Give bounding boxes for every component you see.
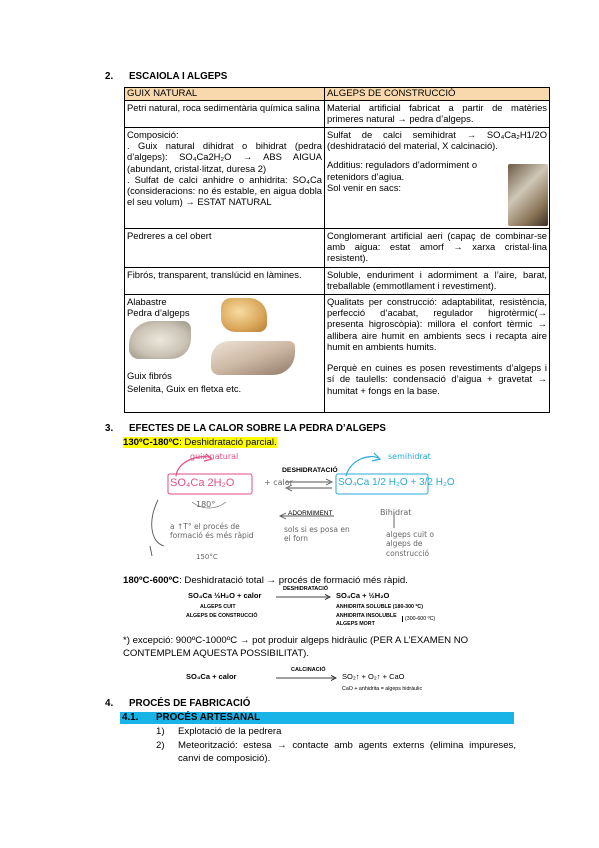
label-bihidrat: Bihidrat — [380, 508, 412, 517]
subsection-number: 4.1. — [122, 712, 139, 723]
temperature-range: 130ºC-180ºC — [123, 437, 180, 448]
eq1-right-sub: ANHIDRITA SOLUBLE (180-300 ºC) — [336, 604, 423, 610]
range-description: : Deshidratació parcial. — [179, 437, 277, 448]
partial-dehydration-line — [123, 437, 277, 449]
section-number: 3. — [105, 423, 114, 434]
section-2-heading — [105, 71, 227, 83]
section-number: 4. — [105, 698, 114, 709]
subsection-4-1-bar — [120, 712, 514, 724]
comparison-table — [124, 87, 550, 413]
fibrous-gypsum-photo — [211, 341, 295, 375]
alabaster-photo — [221, 298, 267, 332]
note-mid: sols si es posa en el forn — [284, 525, 350, 544]
exception-note: *) excepció: 900ºC-1000ºC → pot produir algeps hidràulic (PER A L’EXAMEN NO CONTEMPLEM AQUESTA POSSIBILITAT). — [123, 635, 469, 659]
list-number: 1) — [156, 726, 165, 737]
section-4-heading — [105, 698, 250, 710]
section-title: EFECTES DE LA CALOR SOBRE LA PEDRA D’ALGEPS — [129, 423, 386, 434]
eq1-right-sub: (300-600 ºC) — [402, 616, 435, 622]
table-cell — [125, 127, 325, 228]
eq2-note: CaO + anhidrita = algeps hidràulic — [342, 686, 423, 692]
label-deshidratacio: DESHIDRATACIÓ — [282, 467, 338, 474]
sack-photo — [508, 164, 548, 226]
eq1-left-sub: ALGEPS DE CONSTRUCCIÓ — [186, 613, 258, 619]
table-cell — [325, 294, 550, 412]
label-adormiment: ADORMIMENT — [288, 510, 333, 517]
eq1-left: SO₄Ca ½H₂O + calor — [188, 591, 262, 600]
formula-left: SO₄Ca 2H₂O — [170, 477, 235, 489]
label-guix-natural: guix natural — [190, 452, 239, 461]
table-cell: Petri natural, roca sedimentària química salina — [125, 100, 325, 127]
cell-line: Additius: reguladors d’adormiment o retenidors d’agiua. — [327, 159, 478, 182]
eq2-left: SO₄Ca + calor — [186, 672, 237, 681]
label-temp-180: 180° — [196, 500, 216, 509]
table-header-cell: ALGEPS DE CONSTRUCCIÓ — [325, 88, 550, 101]
cell-line: Guix fibrós — [127, 369, 172, 381]
total-dehydration-line — [123, 575, 408, 587]
section-title: PROCÉS DE FABRICACIÓ — [129, 698, 251, 709]
list-item — [156, 726, 516, 738]
table-header-row — [125, 88, 550, 101]
cell-line: Qualitats per construcció: adaptabilitat, resistència, perfecció d’acabat, regulador higrotèrmic(→ presenta higroscòpia): millora el confort tèrmic → allibera aire humit en ambients secs i recapta aire humit en ambients humits. — [327, 295, 547, 352]
temperature-range: 180ºC-600ºC — [123, 575, 180, 586]
table-row — [125, 127, 550, 228]
plus-calor: + calor — [264, 478, 293, 487]
range-description: : Deshidratació total → procés de formació més ràpid. — [179, 575, 408, 586]
cell-line: Sol venir en sacs: — [327, 181, 401, 193]
cell-line: Perquè en cuines es posen revestiments d’algeps i sí de taulells: condensació d’aigua + gravetat → humitat + fongs en la base. — [327, 362, 547, 396]
section-number: 2. — [105, 71, 114, 82]
table-cell: Pedreres a cel obert — [125, 228, 325, 267]
table-cell: Soluble, enduriment i adormiment a l’aire, barat, treballable (emmotllament i revestiment). — [325, 267, 550, 294]
eq2-arrow-label: CALCINACIÓ — [291, 667, 326, 673]
cell-line: Pedra d’algeps — [127, 306, 190, 318]
list-item — [156, 740, 516, 766]
cell-line: Selenita, Guix en fletxa etc. — [127, 382, 242, 394]
table-cell: Material artificial fabricat a partir de matèries primeres natural → pedra d’algeps. — [325, 100, 550, 127]
eq1-left-sub: ALGEPS CUIT — [200, 604, 236, 610]
note-right: algeps cuit o algeps de construcció — [386, 530, 434, 558]
cyan-arc — [346, 457, 378, 476]
process-list — [156, 726, 516, 766]
eq1-arrow-label: DESHIDRATACIÓ — [283, 586, 329, 592]
cell-line: Composició: — [127, 128, 179, 140]
list-number: 2) — [156, 739, 165, 751]
list-text: Meteorització: estesa → contacte amb agents externs (elimina impureses, canvi de composició). — [178, 739, 516, 764]
eq1-right-sub: ALGEPS MORT — [336, 621, 375, 627]
cell-line: Sulfat de calci semihidrat → SO₄Ca₂H1/2O (deshidratació del material, X calcinació). — [327, 128, 547, 151]
table-row — [125, 228, 550, 267]
table-cell: Fibrós, transparent, translúcid en làmines. — [125, 267, 325, 294]
table-cell — [325, 127, 550, 228]
table-row — [125, 294, 550, 412]
gypsum-rock-photo — [129, 321, 191, 359]
eq2-arrow — [276, 675, 338, 681]
eq1-right-sub: ANHIDRITA INSOLUBLE — [336, 613, 397, 619]
note-left: a ↑T° el procés de formació és més ràpid — [170, 522, 254, 541]
cell-line: Alabastre — [127, 295, 167, 307]
table-row — [125, 267, 550, 294]
table-row — [125, 100, 550, 127]
label-temp-150: 150°C — [196, 553, 218, 561]
list-text: Explotació de la pedrera — [178, 726, 282, 737]
label-semihidrat: semihidrat — [388, 452, 431, 461]
table-header-cell: GUIX NATURAL — [125, 88, 325, 101]
cell-line: . Guix natural dihidrat o bihidrat (pedra d’algeps): SO₄Ca2H₂O → ABS AIGUA (abundant, cristal·litzat, duresa 2) — [127, 139, 322, 174]
eq2-right: SO₂↑ + O₂↑ + CaO — [342, 672, 405, 681]
section-title: ESCAIOLA I ALGEPS — [129, 71, 228, 82]
eq1-right: SO₄Ca + ½H₂O — [336, 591, 390, 600]
table-cell — [125, 294, 325, 412]
cell-line: . Sulfat de calci anhidre o anhidrita: SO₄Ca (consideracions: no és estable, en aigua dobla el seu volum) → ESTAT NATURAL — [127, 173, 322, 208]
table-cell: Conglomerant artificial aeri (capaç de combinar-se amb aigua: estat amorf → xarxa cristal·lina resistent). — [325, 228, 550, 267]
eq1-arrow — [276, 594, 332, 600]
section-3-heading — [105, 423, 386, 435]
subsection-title: PROCÉS ARTESANAL — [156, 712, 261, 723]
formula-right: SO₄Ca 1/2 H₂O + 3/2 H₂O — [338, 477, 455, 488]
